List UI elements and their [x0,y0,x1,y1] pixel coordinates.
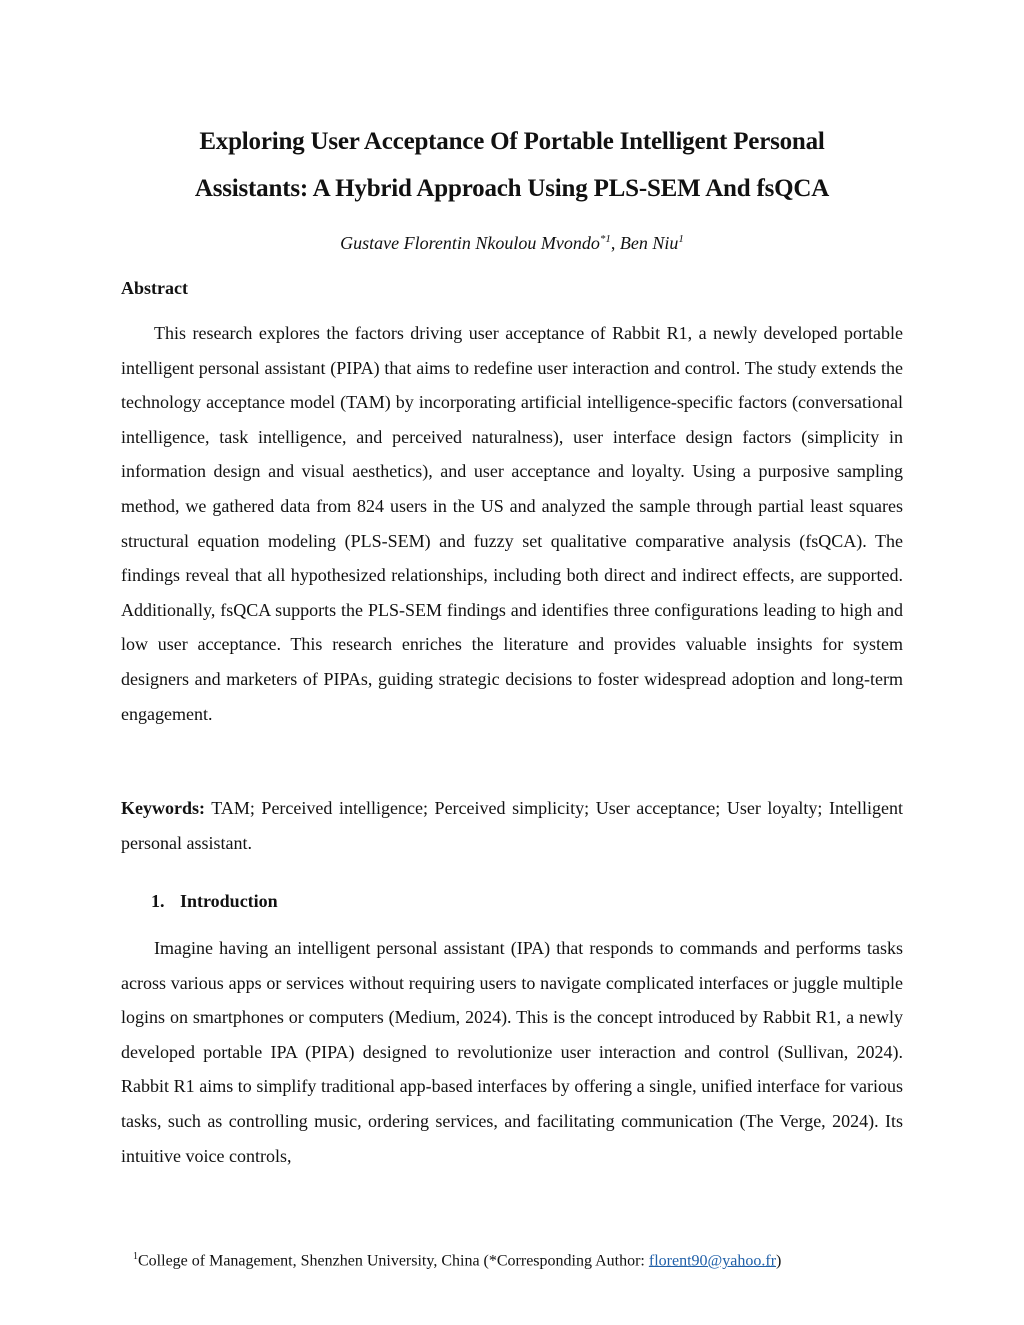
footnote-marker: 1 [133,1251,138,1262]
abstract-paragraph: This research explores the factors driving user acceptance of Rabbit R1, a newly developed portable intelligent personal assistant (PIPA) that aims to redefine user interaction and control. The study extends the technology acceptance model (TAM) by incorporating artificial intelligence-specific factors (conversational intelligence, task intelligence, and perceived naturalness), user interface design factors (simplicity in information design and visual aesthetics), and user acceptance and loyalty. Using a purposive sampling method, we gathered data from 824 users in the US and analyzed the sample through partial least squares structural equation modeling (PLS-SEM) and fuzzy set qualitative comparative analysis (fsQCA). The findings reveal that all hypothesized relationships, including both direct and indirect effects, are supported. Additionally, fsQCA supports the PLS-SEM findings and identifies three configurations leading to high and low user acceptance. This research enriches the literature and provides valuable insights for system designers and marketers of PIPAs, guiding strategic decisions to foster widespread adoption and long-term engagement. [121,323,903,724]
keywords-label: Keywords: [121,798,205,818]
keywords-list: TAM; Perceived intelligence; Perceived simplicity; User acceptance; User loyalty; Intelligent personal assistant. [121,798,903,853]
affiliation-footnote [133,1246,781,1272]
abstract-heading: Abstract [121,278,188,298]
footnote-closing: ) [776,1252,782,1270]
title-line-1: Exploring User Acceptance Of Portable Intelligent Personal [199,128,825,155]
keywords [121,791,903,860]
author-list [100,227,924,255]
introduction-paragraph: Imagine having an intelligent personal assistant (IPA) that responds to commands and performs tasks across various apps or services without requiring users to navigate complicated interfaces or juggle multiple logins on smartphones or computers (Medium, 2024). This is the concept introduced by Rabbit R1, a newly developed portable IPA (PIPA) designed to revolutionize user interaction and control (Sullivan, 2024). Rabbit R1 aims to simplify traditional app-based interfaces by offering a single, unified interface for various tasks, such as controlling music, ordering services, and facilitating communication (The Verge, 2024). Its intuitive voice controls, [121,938,903,1166]
section-title: Introduction [180,891,278,911]
section-number: 1. [151,891,165,911]
title-line-2: Assistants: A Hybrid Approach Using PLS-SEM And fsQCA [194,175,830,202]
author-separator: , [610,233,620,253]
author-affiliation-marker: *1 [599,233,611,245]
author-name: Ben Niu [619,233,679,253]
author-name: Gustave Florentin Nkoulou Mvondo [340,233,600,253]
footnote-text: College of Management, Shenzhen University, China (*Corresponding Author: [138,1252,649,1270]
section-heading-introduction [151,888,278,914]
paper-title [100,118,924,212]
author-affiliation-marker: 1 [678,233,684,245]
corresponding-author-email-link[interactable]: florent90@yahoo.fr [648,1252,777,1270]
